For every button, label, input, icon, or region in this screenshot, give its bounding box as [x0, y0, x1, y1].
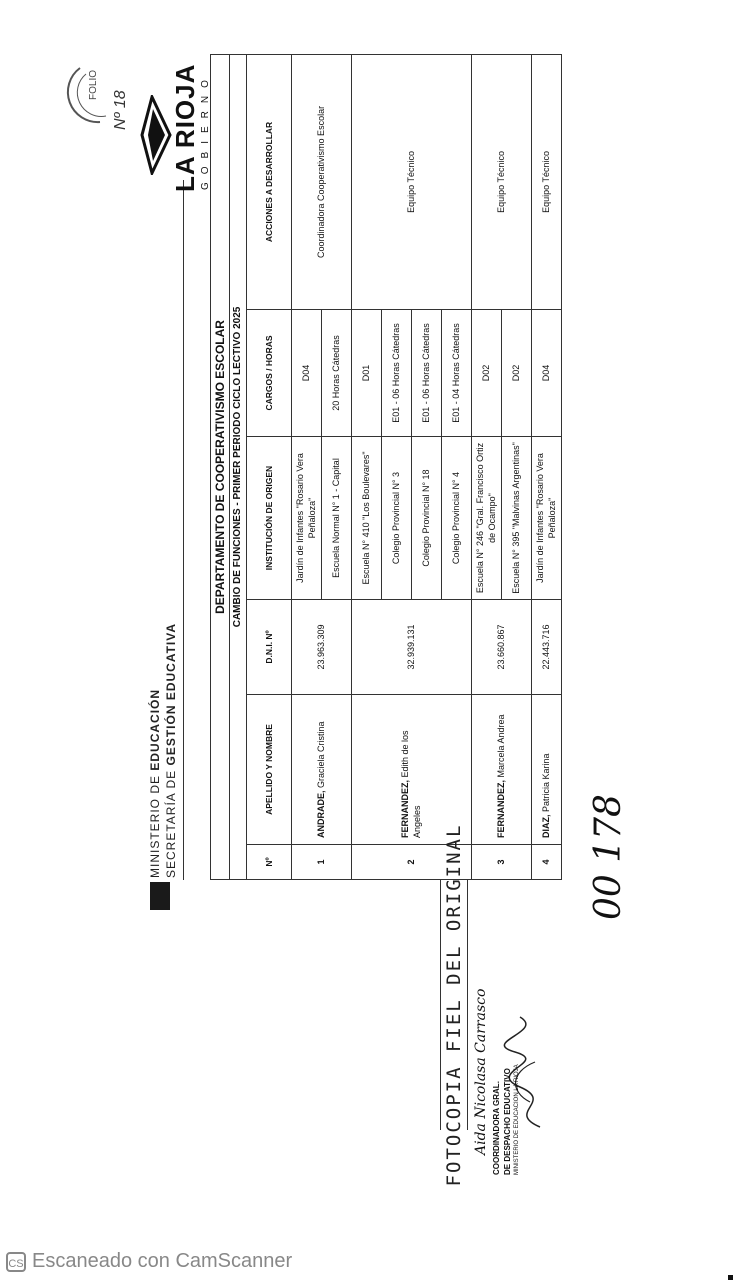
secretariat-prefix: SECRETARÍA DE	[164, 769, 178, 878]
cell-cargo: D02	[472, 310, 502, 437]
cell-cargo: D01	[352, 310, 382, 437]
logo-name: LA RIOJA	[170, 63, 200, 192]
cell-dni: 23.963.309	[292, 600, 352, 695]
camscanner-logo-icon: CS	[6, 1252, 26, 1272]
table-row	[352, 54, 382, 879]
cell-institution: Colegio Provincial N° 3	[382, 437, 412, 600]
title-row	[211, 54, 230, 879]
logo-subtitle: GOBIERNO	[200, 72, 211, 190]
cell-given-name: Marcela Andrea	[495, 714, 506, 778]
personnel-table	[210, 54, 562, 880]
column-header-cargos: CARGOS / HORAS	[247, 310, 292, 437]
signature-title-line2: DE DESPACHO EDUCATIVO	[503, 1068, 512, 1175]
ministry-prefix: MINISTERIO DE	[148, 774, 162, 878]
column-header-dni: D.N.I. Nº	[247, 600, 292, 695]
ministry-emblem-mark	[150, 882, 170, 910]
cell-number: 2	[352, 845, 472, 880]
cell-institution: Colegio Provincial N° 4	[442, 437, 472, 600]
secretariat-strong: GESTIÓN EDUCATIVA	[164, 622, 178, 766]
signature-title-line1: COORDINADORA GRAL.	[492, 1081, 501, 1175]
table-body	[211, 54, 562, 879]
cell-institution: Escuela N° 246 "Gral. Francisco Ortiz de Ocampo"	[472, 437, 502, 600]
column-header-acciones: ACCIONES A DESARROLLAR	[247, 54, 292, 309]
cell-surname: FERNANDEZ,	[400, 780, 411, 838]
stamp-folio-number: Nº 18	[112, 90, 129, 130]
cell-dni: 22.443.716	[532, 600, 562, 695]
cell-name	[532, 695, 562, 845]
cell-accion: Coordinadora Cooperativismo Escolar	[292, 54, 352, 309]
cell-cargo: E01 - 06 Horas Cátedras	[412, 310, 442, 437]
cell-dni: 23.660.867	[472, 600, 532, 695]
fotocopia-stamp: FOTOCOPIA FIEL DEL ORIGINAL	[440, 880, 468, 1130]
cell-accion: Equipo Técnico	[532, 54, 562, 309]
cell-surname: FERNANDEZ,	[495, 780, 506, 838]
cell-given-name: Graciela Cristina	[315, 721, 326, 788]
cell-name	[292, 695, 352, 845]
table-row	[472, 54, 502, 879]
cell-given-name: Edith de los Angeles	[400, 730, 422, 838]
scan-corner-dot	[728, 1275, 733, 1280]
cell-given-name: Patricia Karina	[540, 753, 551, 812]
cell-cargo: D04	[292, 310, 322, 437]
column-header-institution: INSTITUCIÓN DE ORIGEN	[247, 437, 292, 600]
stamp-folio-label: FOLIO	[88, 69, 99, 100]
cell-institution: Escuela Normal N° 1 - Capital	[322, 437, 352, 600]
cell-number: 4	[532, 845, 562, 880]
cell-institution: Escuela N° 395 "Malvinas Argentinas"	[502, 437, 532, 600]
cell-institution: Colegio Provincial N° 18	[412, 437, 442, 600]
signature-name: Aida Nicolasa Carrasco	[473, 988, 489, 1155]
table-row	[532, 54, 562, 879]
cell-cargo: E01 - 04 Horas Cátedras	[442, 310, 472, 437]
cell-number: 1	[292, 845, 352, 880]
column-header-row	[247, 54, 292, 879]
cell-accion: Equipo Técnico	[352, 54, 472, 309]
cell-surname: ANDRADE,	[315, 790, 326, 838]
column-header-num: Nº	[247, 845, 292, 880]
cell-cargo: 20 Horas Cátedras	[322, 310, 352, 437]
cell-institution: Jardín de Infantes "Rosario Vera Peñaloza"	[292, 437, 322, 600]
table-row	[292, 54, 322, 879]
camscanner-watermark	[6, 1250, 292, 1273]
la-rioja-logo-icon	[140, 95, 172, 175]
subtitle-row	[230, 54, 247, 879]
cell-number: 3	[472, 845, 532, 880]
table-subtitle: CAMBIO DE FUNCIONES - PRIMER PERIODO CICLO LECTIVO 2025	[230, 54, 247, 879]
cell-accion: Equipo Técnico	[472, 54, 532, 309]
cell-cargo: E01 - 06 Horas Cátedras	[382, 310, 412, 437]
cell-dni: 32.939.131	[352, 600, 472, 695]
cell-institution: Escuela N° 410 "Los Boulevares"	[352, 437, 382, 600]
cell-name	[472, 695, 532, 845]
cell-name	[352, 695, 472, 845]
header-divider	[183, 180, 184, 880]
cell-cargo: D02	[502, 310, 532, 437]
cell-surname: DIAZ,	[540, 814, 551, 838]
table-title: DEPARTAMENTO DE COOPERATIVISMO ESCOLAR	[211, 54, 230, 879]
cell-institution: Jardín de Infantes "Rosario Vera Peñaloza"	[532, 437, 562, 600]
ministry-strong: EDUCACIÓN	[148, 688, 162, 771]
cell-cargo: D04	[532, 310, 562, 437]
handwritten-folio-number: 00 178	[588, 794, 629, 920]
ministry-heading	[148, 689, 162, 878]
column-header-name: APELLIDO Y NOMBRE	[247, 695, 292, 845]
camscanner-text: Escaneado con CamScanner	[32, 1250, 293, 1272]
signature-title-line3: MINISTERIO DE EDUCACION LA RIOJA	[514, 1064, 520, 1175]
secretariat-heading	[164, 623, 178, 878]
